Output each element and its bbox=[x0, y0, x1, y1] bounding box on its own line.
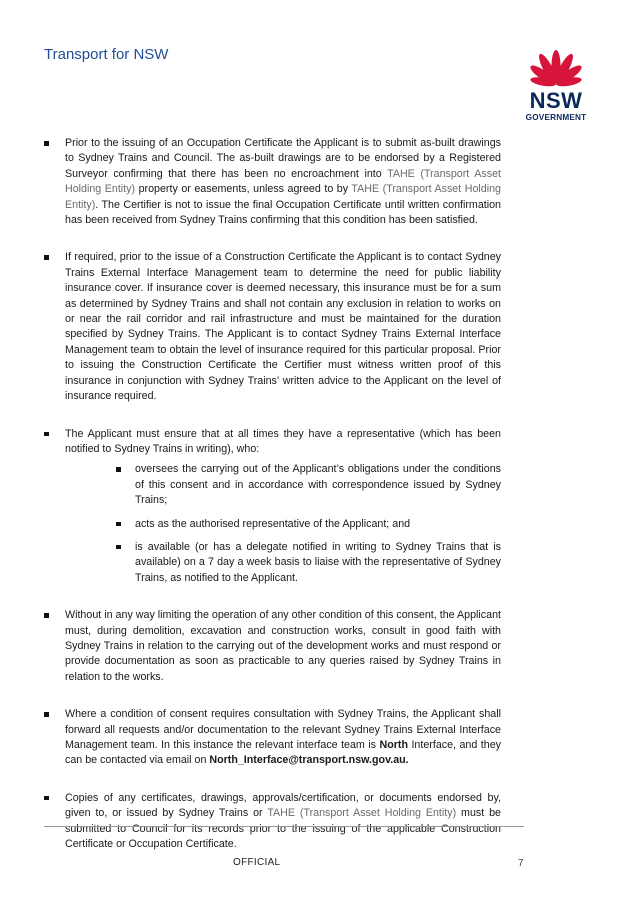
condition-insurance: If required, prior to the issue of a Construction Certificate the Applicant is to contact Sydney Trains External Interface Management team to determine the need for public liability insurance cover. If insurance cover is deemed necessary, this insurance must be for a sum as determined by Sydney Trains and shall not contain any exclusion in relation to works on or near the rail corridor and rail infrastructure and must be maintained for the duration specified by Sydney Trains. The Applicant is to contact Sydney Trains External Interface Management team to obtain the level of insurance required for this particular proposal. Prior to issuing the Construction Certificate the Certifier must witness written proof of this insurance in conjunction with Sydney Trains’ written advice to the Applicant on the level of insurance required. bbox=[65, 250, 501, 404]
document-body bbox=[65, 136, 501, 874]
condition-representative: The Applicant must ensure that at all times they have a representative (which has been notified to Sydney Trains in writing), who: bbox=[65, 427, 501, 458]
condition-copies-to-council: Copies of any certificates, drawings, approvals/certification, or documents endorsed by, given to, or issued by Sydney Trains or TAHE (Transport Asset Holding Entity) must be submitted to Council for its records prior to the issuing of the applicable Construction Certificate or Occupation Certificate. bbox=[65, 791, 501, 853]
condition-as-built-drawings: Prior to the issuing of an Occupation Certificate the Applicant is to submit as-built drawings to Sydney Trains and Council. The as-built drawings are to be endorsed by a Registered Surveyor confirming that there has been no encroachment into TAHE (Transport Asset Holding Entity) property or easements, unless agreed to by TAHE (Transport Asset Holding Entity). The Certifier is not to issue the final Occupation Certificate until written confirmation has been received from Sydney Trains confirming that this condition has been satisfied. bbox=[65, 136, 501, 228]
logo-nsw-text: NSW bbox=[529, 88, 583, 113]
tahe-reference: TAHE (Transport Asset Holding Entity) bbox=[65, 167, 501, 196]
interface-email-link[interactable]: North_Interface@transport.nsw.gov.au bbox=[209, 754, 406, 767]
waratah-icon bbox=[518, 44, 594, 92]
header-title: Transport for NSW bbox=[44, 46, 169, 63]
tahe-reference: TAHE (Transport Asset Holding Entity) bbox=[267, 807, 457, 820]
page-number: 7 bbox=[518, 858, 524, 869]
nsw-government-logo bbox=[518, 44, 594, 122]
footer-divider bbox=[44, 826, 524, 827]
list-item: oversees the carrying out of the Applicant’s obligations under the conditions of this consent and in accordance with correspondence issued by Sydney Trains; bbox=[135, 462, 501, 508]
condition-interface-team: Where a condition of consent requires consultation with Sydney Trains, the Applicant shall forward all requests and/or documentation to the relevant Sydney Trains External Interface Management team. In this instance the relevant interface team is North Interface, and they can be contacted via email on North_Interface@transport.nsw.gov.au. bbox=[65, 707, 501, 769]
condition-consultation: Without in any way limiting the operation of any other condition of this consent, the Applicant must, during demolition, excavation and construction works, consult in good faith with Sydney Trains in relation to the carrying out of the development works and must respond or provide documentation as soon as practicable to any queries raised by Sydney Trains in relation to the works. bbox=[65, 608, 501, 685]
classification-label: OFFICIAL bbox=[233, 857, 281, 868]
list-item: acts as the authorised representative of the Applicant; and bbox=[135, 517, 501, 532]
tahe-reference: TAHE (Transport Asset Holding Entity) bbox=[65, 183, 501, 211]
logo-government-text: GOVERNMENT bbox=[525, 113, 587, 122]
list-item: is available (or has a delegate notified in writing to Sydney Trains that is available) on a 7 day a week basis to liaise with the representative of Sydney Trains, as notified to the Applicant. bbox=[135, 540, 501, 586]
representative-duties-list bbox=[65, 462, 501, 586]
